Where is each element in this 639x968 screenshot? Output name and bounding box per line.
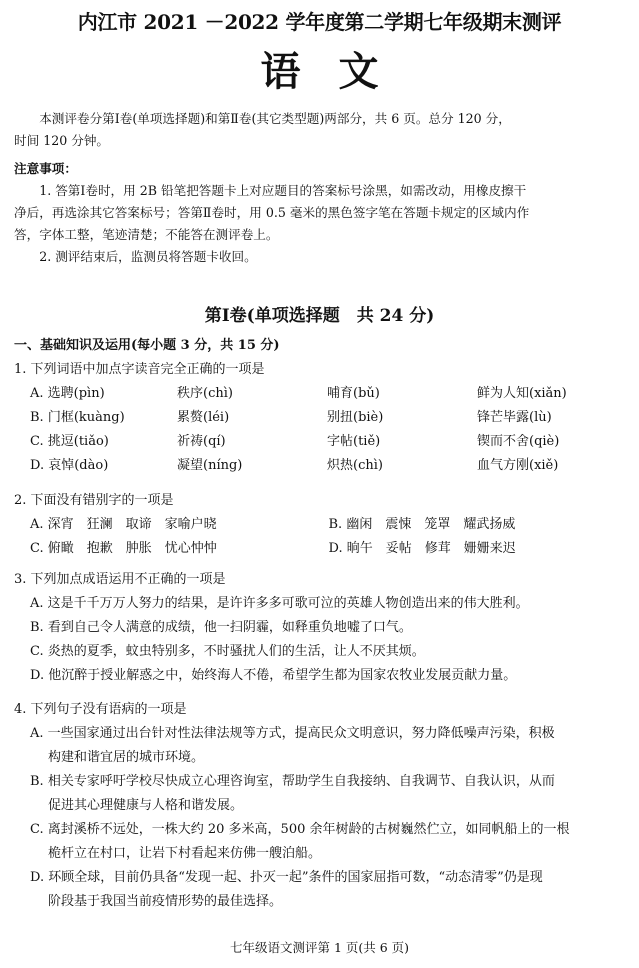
option-cell: B. 幽闲 震悚 笼罩 耀武扬威 (328, 517, 516, 532)
option-line: 阶段基于我国当前疫情形势的最佳选择。 (48, 894, 283, 909)
option-cell: 哺育(bǔ) (327, 386, 380, 401)
subject-title: 语文 (260, 48, 417, 95)
option-d: D. 他沉醉于授业解惑之中，始终海人不倦，希望学生都为国家农牧业发展贡献力量。 (30, 668, 517, 683)
question-4 (14, 698, 627, 914)
section-title: 一、基础知识及运用(每小题 3 分，共 15 分) (14, 338, 280, 353)
option-line: B. 相关专家呼吁学校尽快成立心理咨询室，帮助学生自我接纳、自我调节、自我认识，从而 (30, 774, 555, 789)
option-line: 构建和谐宜居的城市环境。 (48, 750, 205, 765)
option-cell: D. 晌午 妥帖 修茸 姗姗来迟 (328, 541, 516, 556)
option-a: A. 这是千千万万人努力的结果，是许许多多可歌可泣的英雄人物创造出来的伟大胜利。 (30, 596, 529, 611)
option-cell: C. 俯瞰 抱歉 肿胀 忧心忡忡 (30, 541, 217, 556)
intro-paragraph (14, 108, 627, 152)
option-line: 促进其心理健康与人格和谐发展。 (48, 798, 244, 813)
option-b (14, 770, 627, 818)
option-c: C. 炎热的夏季，蚊虫特别多，不时骚扰人们的生活，让人不厌其烦。 (30, 644, 425, 659)
question-stem: 1. 下列词语中加点字读音完全正确的一项是 (14, 362, 265, 377)
option-a (14, 722, 627, 770)
notice-list (14, 180, 627, 268)
option-cell: 血气方刚(xiě) (477, 458, 559, 473)
question-stem: 2. 下面没有错别字的一项是 (14, 493, 174, 508)
option-cell: 字帖(tiě) (327, 434, 381, 449)
option-cell: 别扭(biè) (327, 410, 384, 425)
option-cell: A. 选聘(pìn) (30, 386, 105, 401)
option-cell: 凝望(níng) (177, 458, 243, 473)
option-d (14, 866, 627, 914)
option-line: D. 环顾全球，目前仍具备“发现一起、扑灭一起”条件的国家屈指可数，“动态清零”仍是现 (30, 870, 543, 885)
option-cell: D. 哀悼(dào) (30, 458, 109, 473)
notice-item: 1. 答第Ⅰ卷时，用 2B 铅笔把答题卡上对应题目的答案标号涂黑，如需改动，用橡皮擦干 (39, 183, 527, 198)
option-cell: 锋芒毕露(lù) (477, 410, 552, 425)
option-row (14, 513, 627, 537)
option-row (14, 430, 627, 454)
exam-title: 内江市 2021 －2022 学年度第二学期七年级期末测评 (77, 10, 562, 34)
option-line: C. 离封溪桥不远处，一株大约 20 多米高，500 余年树龄的古树巍然伫立，如同帆船上的一根 (30, 822, 570, 837)
option-line: 桅杆立在村口，让岩下村看起来仿佛一艘泊船。 (48, 846, 322, 861)
option-row (14, 454, 627, 478)
option-cell: 秩序(chì) (177, 386, 233, 401)
option-row (14, 382, 627, 406)
intro-line: 本测评卷分第Ⅰ卷(单项选择题)和第Ⅱ卷(其它类型题)两部分，共 6 页。总分 120 分， (39, 111, 511, 126)
question-1 (14, 358, 627, 478)
option-cell: 炽热(chì) (327, 458, 383, 473)
part-title: 第Ⅰ卷(单项选择题 共 24 分) (204, 306, 435, 326)
option-line: A. 一些国家通过出台针对性法律法规等方式，提高民众文明意识，努力降低噪声污染，积极 (30, 726, 555, 741)
option-row (14, 537, 627, 561)
question-stem: 4. 下列句子没有语病的一项是 (14, 702, 187, 717)
option-cell: 锲而不舍(qiè) (477, 434, 560, 449)
page-footer: 七年级语文测评第 1 页(共 6 页) (229, 940, 410, 955)
option-b: B. 看到自己令人满意的成绩，他一扫阴霾，如释重负地嘘了口气。 (30, 620, 412, 635)
notice-item-cont: 净后，再选涂其它答案标号；答第Ⅱ卷时，用 0.5 毫米的黑色签字笔在答题卡规定的区域内作 (14, 205, 530, 220)
option-cell: 鲜为人知(xiǎn) (477, 386, 567, 401)
notice-heading: 注意事项： (14, 161, 77, 176)
option-cell: 祈祷(qí) (177, 434, 226, 449)
notice-item: 2. 测评结束后，监测员将答题卡收回。 (39, 249, 257, 264)
option-cell: B. 门框(kuàng) (30, 410, 125, 425)
option-cell: A. 深宵 狂澜 取谛 家喻户晓 (30, 517, 217, 532)
question-3 (14, 568, 627, 688)
intro-line: 时间 120 分钟。 (14, 133, 110, 148)
question-2 (14, 489, 627, 561)
notice-item-cont: 答，字体工整，笔迹清楚；不能答在测评卷上。 (14, 227, 279, 242)
option-cell: C. 挑逗(tiǎo) (30, 434, 109, 449)
option-cell: 累赘(léi) (177, 410, 230, 425)
option-c (14, 818, 627, 866)
question-stem: 3. 下列加点成语运用不正确的一项是 (14, 572, 226, 587)
option-row (14, 406, 627, 430)
